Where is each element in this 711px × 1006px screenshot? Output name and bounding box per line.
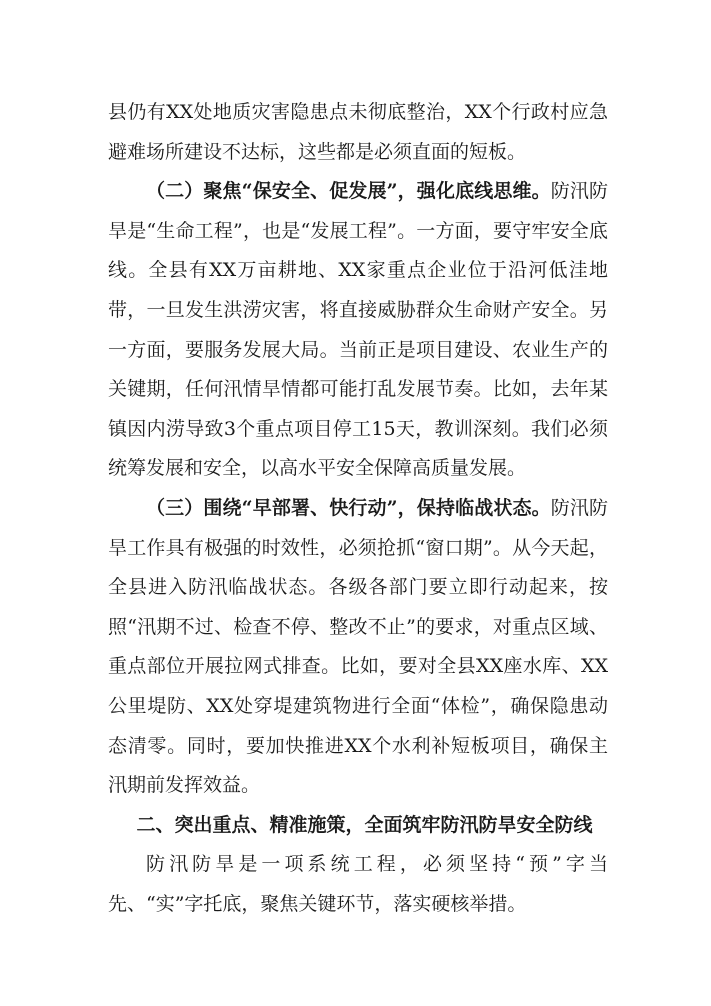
paragraph-lead-heading: （三）围绕“早部署、快行动”，保持临战状态。 bbox=[146, 496, 551, 519]
paragraph-text: 县仍有XX处地质灾害隐患点未彻底整治，XX个行政村应急避难场所建设不达标，这些都是必须直面的短板。 bbox=[108, 101, 608, 163]
paragraph-text: 防汛防旱是一项系统工程，必须坚持“预”字当先、“实”字托底，聚焦关键环节，落实硬核举措。 bbox=[108, 853, 608, 915]
paragraph-text: 防汛防旱工作具有极强的时效性，必须抢抓“窗口期”。从今天起，全县进入防汛临战状态。各级各部门要立即行动起来，按照“汛期不过、检查不停、整改不止”的要求，对重点区域、重点部位开展拉网式排查。比如，要对全县XX座水库、XX公里堤防、XX处穿堤建筑物进行全面“体检”，确保隐患动态清零。同时，要加快推进XX个水利补短板项目，确保主汛期前发挥效益。 bbox=[108, 496, 608, 797]
paragraph-bottom-line-thinking bbox=[108, 172, 608, 489]
paragraph-lead-heading: （二）聚焦“保安全、促发展”，强化底线思维。 bbox=[146, 180, 551, 203]
document-body bbox=[108, 93, 608, 924]
paragraph-text: 防汛防旱是“生命工程”，也是“发展工程”。一方面，要守牢安全底线。全县有XX万亩耕地、XX家重点企业位于沿河低洼地带，一旦发生洪涝灾害，将直接威胁群众生命财产安全。另一方面，要服务发展大局。当前正是项目建设、农业生产的关键期，任何汛情旱情都可能打乱发展节奏。比如，去年某镇因内涝导致3个重点项目停工15天，教训深刻。我们必须统筹发展和安全，以高水平安全保障高质量发展。 bbox=[108, 180, 608, 480]
section-heading: 二、突出重点、精准施策，全面筑牢防汛防旱安全防线 bbox=[136, 813, 593, 836]
paragraph-combat-readiness bbox=[108, 489, 608, 806]
paragraph-continuation bbox=[108, 93, 608, 172]
paragraph-closing bbox=[108, 845, 608, 924]
